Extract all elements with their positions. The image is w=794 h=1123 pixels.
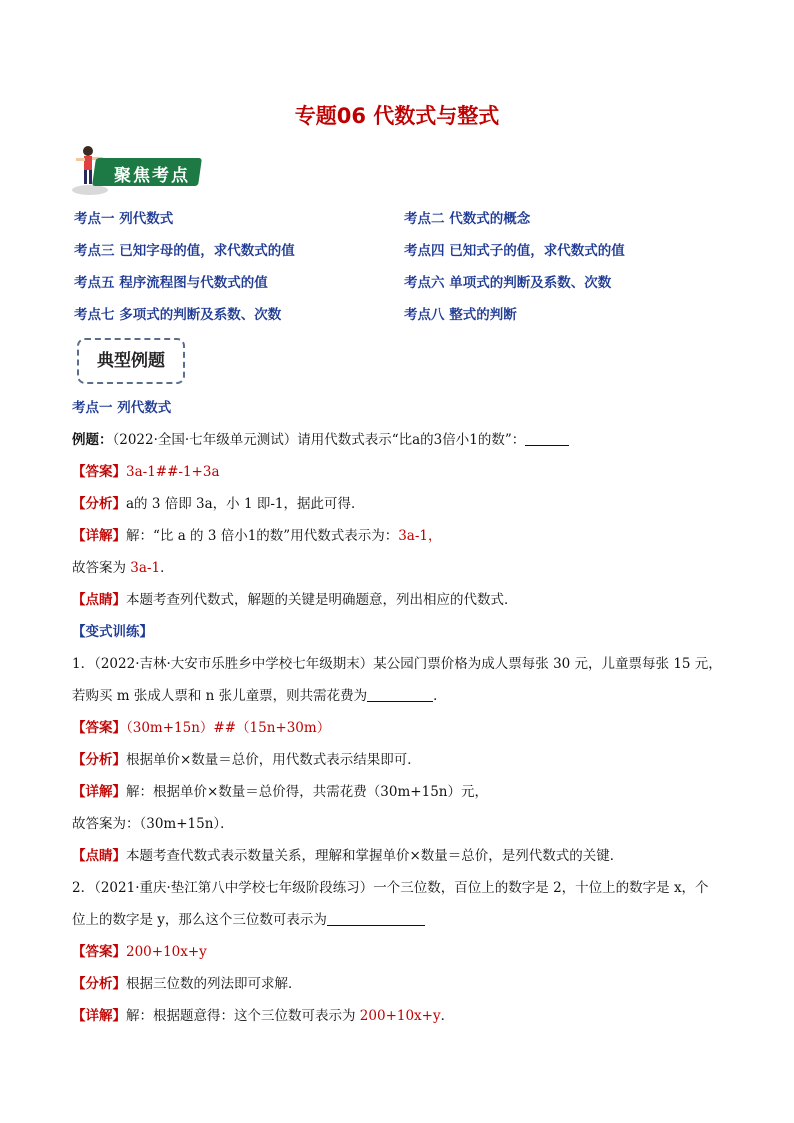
kaodian-item: 考点七 多项式的判断及系数、次数: [74, 307, 282, 323]
q1-comment: 【点睛】本题考查代数式表示数量关系，理解和掌握单价×数量＝总价，是列代数式的关键．: [72, 848, 624, 864]
q1-analysis: 【分析】根据单价×数量＝总价，用代数式表示结果即可．: [72, 752, 421, 768]
q1-detail: 【详解】解：根据单价×数量＝总价得，共需花费（30m+15n）元，: [72, 784, 488, 800]
example-answer: 【答案】3a-1##-1+3a: [72, 464, 220, 480]
q1-line2: 若购买 m 张成人票和 n 张儿童票，则共需花费为 ．: [72, 688, 447, 704]
example-question: 例题：（2022·全国·七年级单元测试）请用代数式表示“比a的3倍小1的数”：: [72, 430, 569, 450]
answer-blank: [327, 911, 425, 926]
q2-answer: 【答案】200+10x+y: [72, 944, 207, 960]
q1-answer: 【答案】（30m+15n）##（15n+30m）: [72, 720, 331, 736]
q1-line1: 1．（2022·吉林·大安市乐胜乡中学校七年级期末）某公园门票价格为成人票每张 30 元，儿童票每张 15 元，: [72, 656, 722, 672]
example-detail: 【详解】解：“比 a 的 3 倍小1的数”用代数式表示为：3a-1，: [72, 528, 442, 544]
kaodian-item: 考点八 整式的判断: [404, 307, 517, 323]
kaodian-item: 考点三 已知字母的值，求代数式的值: [74, 243, 295, 259]
example-conclusion: 故答案为 3a-1．: [72, 560, 174, 576]
focus-banner: [70, 142, 202, 196]
kaodian-item: 考点二 代数式的概念: [404, 211, 531, 227]
kaodian-heading: 考点一 列代数式: [72, 400, 172, 416]
answer-blank: [367, 687, 433, 702]
q2-detail: 【详解】解：根据题意得：这个三位数可表示为 200+10x+y．: [72, 1008, 455, 1024]
section-label: 典型例题: [97, 351, 165, 371]
typical-examples-box: [77, 338, 185, 384]
q1-conclusion: 故答案为：（30m+15n）．: [72, 816, 234, 832]
kaodian-item: 考点一 列代数式: [74, 211, 174, 227]
kaodian-item: 考点五 程序流程图与代数式的值: [74, 275, 268, 291]
answer-blank: [525, 431, 569, 446]
kaodian-item: 考点四 已知式子的值，求代数式的值: [404, 243, 625, 259]
q2-analysis: 【分析】根据三位数的列法即可求解．: [72, 976, 302, 992]
page-title: 专题06 代数式与整式: [294, 104, 500, 128]
kaodian-item: 考点六 单项式的判断及系数、次数: [404, 275, 612, 291]
variant-training-label: 【变式训练】: [72, 624, 153, 640]
q2-line1: 2．（2021·重庆·垫江第八中学校七年级阶段练习）一个三位数，百位上的数字是 2，十位上的数字是 x，个: [72, 880, 709, 896]
example-analysis: 【分析】a的 3 倍即 3a，小 1 即-1，据此可得．: [72, 496, 365, 512]
example-comment: 【点睛】本题考查列代数式，解题的关键是明确题意，列出相应的代数式．: [72, 592, 518, 608]
banner-label: 聚焦考点: [114, 166, 190, 186]
q2-line2: 位上的数字是 y，那么这个三位数可表示为: [72, 910, 425, 930]
